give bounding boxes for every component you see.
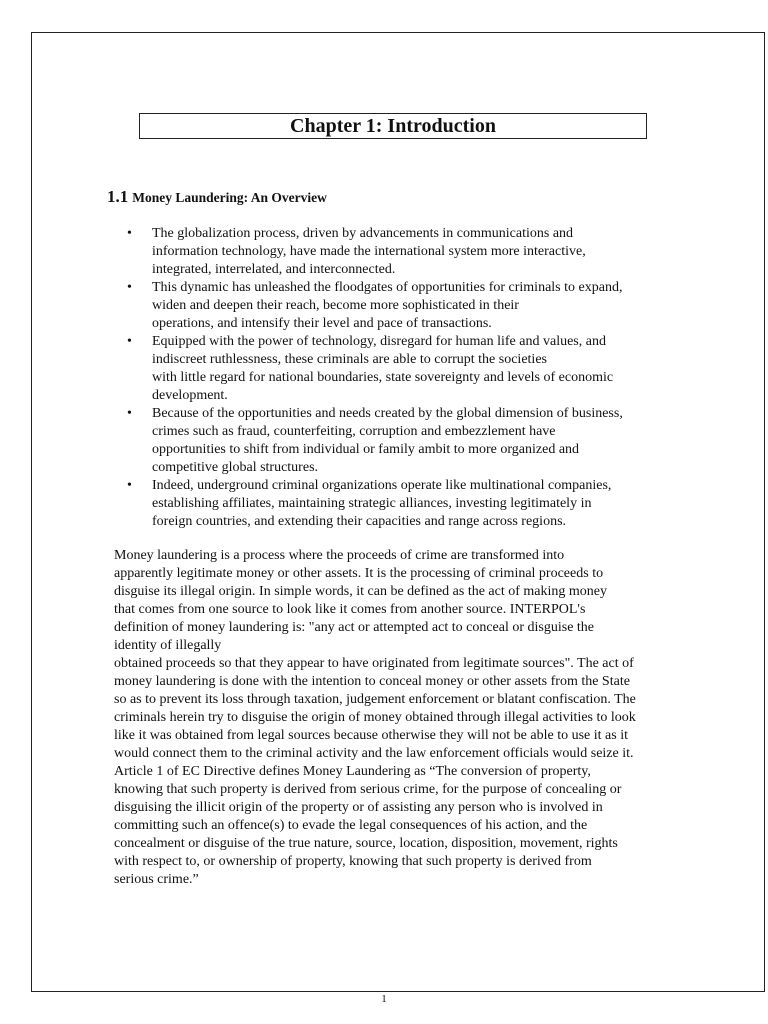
bullet-line: • Indeed, underground criminal organizations operate like multinational companies, (152, 478, 612, 493)
paragraph-line: disguise its illegal origin. In simple words, it can be defined as the act of making money (114, 584, 608, 599)
paragraph-line: Money laundering is a process where the proceeds of crime are transformed into (114, 548, 565, 563)
bullet-line: widen and deepen their reach, become more sophisticated in their (152, 298, 519, 313)
paragraph-line: so as to prevent its loss through taxation, judgement enforcement or blatant confiscation. The (114, 692, 636, 707)
bullet-item (117, 225, 672, 279)
paragraph-line: that comes from one source to look like it comes from another source. INTERPOL's (114, 602, 586, 617)
bullet-line: • Because of the opportunities and needs created by the global dimension of business, (152, 406, 623, 421)
bullet-item (117, 333, 672, 405)
paragraph-line: serious crime.” (114, 872, 199, 887)
paragraph-line: disguising the illicit origin of the property or of assisting any person who is involved in (114, 800, 603, 815)
paragraph-line: like it was obtained from legal sources because otherwise they will not be able to use it as it (114, 728, 628, 743)
paragraph-line: money laundering is done with the intention to conceal money or other assets from the State (114, 674, 630, 689)
chapter-title: Chapter 1: Introduction (139, 113, 647, 139)
page-number: 1 (381, 993, 387, 1005)
bullet-line: with little regard for national boundaries, state sovereignty and levels of economic (152, 370, 614, 385)
paragraph-line: would connect them to the criminal activity and the law enforcement officials would seize it. (114, 746, 634, 761)
paragraph-line: identity of illegally (114, 638, 222, 653)
bullet-line: opportunities to shift from individual or family ambit to more organized and (152, 442, 580, 457)
bullet-line: crimes such as fraud, counterfeiting, corruption and embezzlement have (152, 424, 556, 439)
bullet-item (117, 405, 672, 477)
paragraph-line: criminals herein try to disguise the origin of money obtained through illegal activities to look (114, 710, 636, 725)
bullet-line: information technology, have made the international system more interactive, (152, 244, 586, 259)
paragraph-line: concealment or disguise of the true nature, source, location, disposition, movement, rights (114, 836, 618, 851)
bullet-item (117, 279, 672, 333)
paragraph-line: definition of money laundering is: "any act or attempted act to conceal or disguise the (114, 620, 595, 635)
bullet-item (117, 477, 672, 531)
paragraph-line: knowing that such property is derived from serious crime, for the purpose of concealing or (114, 782, 622, 797)
bullet-line: operations, and intensify their level and pace of transactions. (152, 316, 492, 331)
section-heading (107, 187, 327, 207)
bullet-line: • The globalization process, driven by advancements in communications and (152, 226, 574, 241)
bullet-line: • This dynamic has unleashed the floodgates of opportunities for criminals to expand, (152, 280, 623, 295)
bullet-line: foreign countries, and extending their capacities and range across regions. (152, 514, 567, 529)
bullet-line: indiscreet ruthlessness, these criminals are able to corrupt the societies (152, 352, 547, 367)
bullet-line: development. (152, 388, 228, 403)
paragraph-line: with respect to, or ownership of property, knowing that such property is derived from (114, 854, 592, 869)
bullet-line: integrated, interrelated, and interconnected. (152, 262, 396, 277)
bullet-line: establishing affiliates, maintaining strategic alliances, investing legitimately in (152, 496, 592, 511)
paragraph-line: committing such an offence(s) to evade the legal consequences of his action, and the (114, 818, 588, 833)
section-number: 1.1 (107, 187, 129, 206)
section-title: Money Laundering: An Overview (132, 190, 327, 205)
body-paragraph (114, 547, 674, 889)
bullet-line: • Equipped with the power of technology, disregard for human life and values, and (152, 334, 606, 349)
paragraph-line: obtained proceeds so that they appear to have originated from legitimate sources". The act of (114, 656, 634, 671)
bullet-list (117, 225, 672, 531)
paragraph-line: Article 1 of EC Directive defines Money Laundering as “The conversion of property, (114, 764, 591, 779)
bullet-line: competitive global structures. (152, 460, 319, 475)
paragraph-line: apparently legitimate money or other assets. It is the processing of criminal proceeds to (114, 566, 604, 581)
